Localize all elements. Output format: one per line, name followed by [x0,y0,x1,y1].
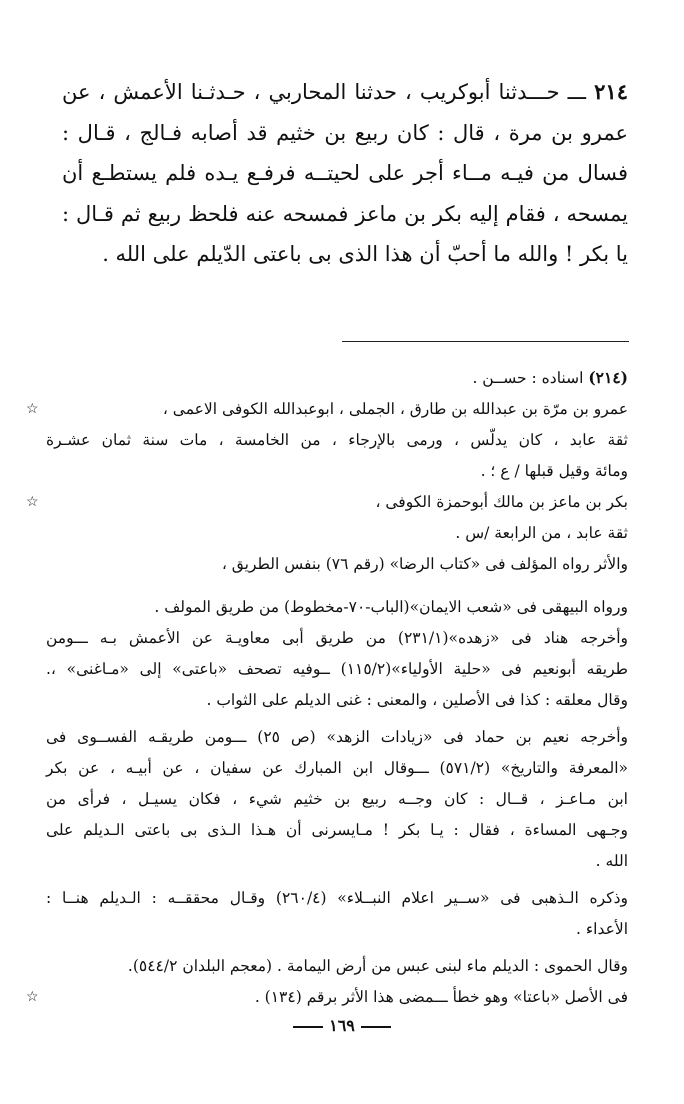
note-block-1-line-1: ورواه البيهقى فى «شعب الايمان»(الباب-٧٠-مخطوط) من طريق المولف . [154,598,628,616]
page-number-dash [361,1026,391,1028]
narration-number: ٢١٤ [594,79,628,104]
note-heading [46,362,628,394]
note-block-1-line-2: وأخرجه هناد فى «زهده»(٢٣١/١) من طريق أبى معاويـة عن الأعمش بـه ـــومن [46,629,628,647]
narrator-1-line-3: ومائة وقيل قبلها / ع ؛ . [480,462,628,480]
note-block-5-line-1: ☆ فى الأصل «باعتا» وهو خطأ ـــمضى هذا الأثر برقم (١٣٤) . [46,982,628,1013]
main-line-5: يا بكر ! والله ما أحبّ أن هذا الذى بى باعتى الدّيلم على الله . [102,242,628,266]
note-block-2-line-2: «المعرفة والتاريخ» (٥٧١/٢) ـــوقال ابن المبارك عن سفيان ، عن أبيـه ، عن بكر [46,759,628,777]
note-block-3-line-1: وذكره الـذهبى فى «ســير اعلام النبــلاء» (٢٦٠/٤) وقـال محققــه : الـديلم هنــا : [46,889,628,907]
footnote-divider [342,341,629,342]
page-number-text: ١٦٩ [329,1016,355,1035]
note-block-2-line-3: ابن مـاعـز ، قــال : كان وجــه ربيع بن خثيم شيء ، فكان يسيـل ، فرأى من [46,790,628,808]
note-block-2-line-4: وجـهى المساءة ، فقال : يـا بكر ! مـايسرنى أن هـذا الـذى بى باعتى الـديلم على [46,821,628,839]
narrator-2-line-1: ☆ بكر بن ماعز بن مالك أبوحمزة الكوفى ، [46,487,628,518]
narrator-1-line-1: ☆ عمرو بن مرّة بن عبدالله بن طارق ، الجملى ، ابوعبدالله الكوفى الاعمى ، [46,394,628,425]
narrator-2-line-3: والأثر رواه المؤلف فى «كتاب الرضا» (رقم ٧٦) بنفس الطريق ، [221,555,628,573]
main-line-4: يمسحه ، فقام إليه بكر بن ماعز فمسحه عنه فلحظ ربيع ثم قـال : [62,201,628,226]
note-block-3-line-2: الأعداء . [576,920,628,938]
page-number [0,1016,684,1035]
main-text [62,72,628,275]
footnotes [26,362,628,1013]
main-line-1: ٢١٤ ـــ حـــدثنا أبوكريب ، حدثنا المحاربي ، حـدثـنا الأعمش ، عن [62,79,628,104]
star-icon: ☆ [26,989,39,1005]
note-block-1-line-4: وقال معلقه : كذا فى الأصلين ، والمعنى : غنى الديلم على الثواب . [206,691,628,709]
note-block-4-line-1: وقال الحموى : الديلم ماء لبنى عبس من أرض اليمامة . (معجم البلدان ٥٤٤/٢). [127,957,628,975]
note-block-2-line-1: وأخرجه نعيم بن حماد فى «زيادات الزهد» (ص ٢٥) ـــومن طريقـه الفســوى فى [46,728,628,746]
star-icon: ☆ [26,401,39,417]
main-line-3: فسال من فيـه مــاء أجر على لحيتــه فرفـع يـده فلم يستطـع أن [62,161,628,185]
note-number: (٢١٤) [588,368,628,387]
narrator-2-line-2: ثقة عابد ، من الرابعة /س . [455,524,628,542]
note-block-2-line-5: الله . [595,852,628,870]
narrator-1-line-2: ثقة عابد ، كان يدلّس ، ورمى بالإرجاء ، من الخامسة ، مات سنة ثمان عشـرة [46,431,628,449]
star-icon: ☆ [26,494,39,510]
main-line-2: عمرو بن مرة ، قال : كان ربيع بن خثيم قد أصابه فـالج ، قـال : [62,120,628,145]
note-heading-text: اسناده : حســن . [472,369,584,387]
note-block-1-line-3: طريقه أبونعيم فى «حلية الأولياء»(١١٥/٢) ــوفيه تصحف «باعتى» إلى «مـاغنى» ،. [46,660,628,678]
page-number-dash [293,1026,323,1028]
